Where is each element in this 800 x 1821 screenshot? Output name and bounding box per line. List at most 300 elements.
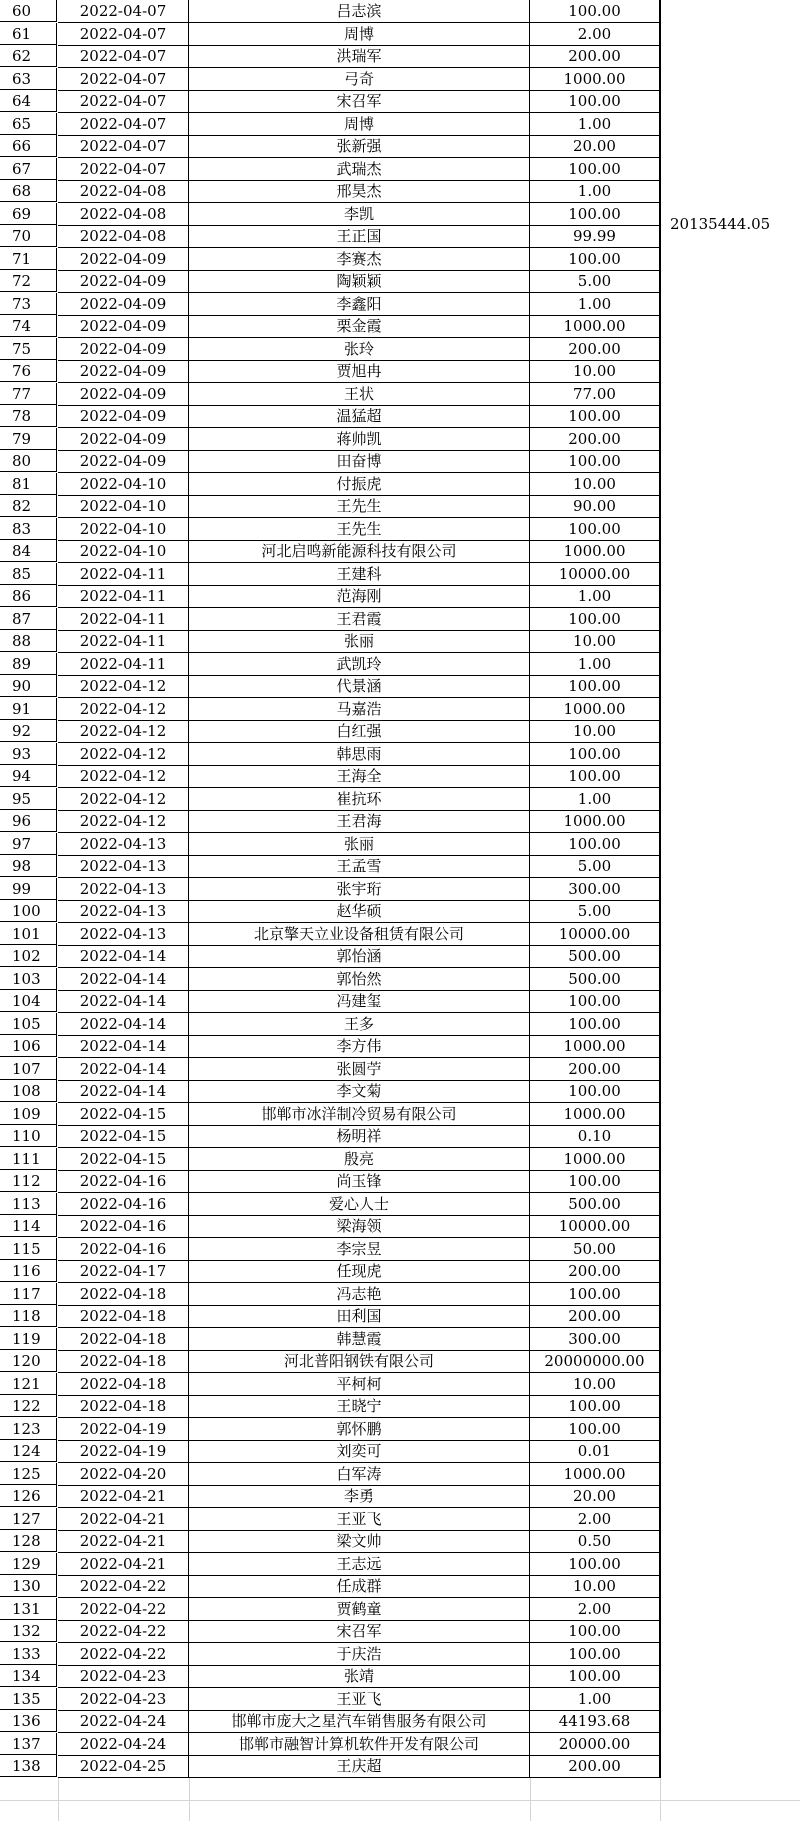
donation-amount-cell[interactable]: 100.00 (530, 203, 660, 226)
donation-amount-cell[interactable]: 0.10 (530, 1125, 660, 1148)
row-index-cell[interactable]: 78 (0, 405, 57, 427)
donation-amount-cell[interactable]: 200.00 (530, 428, 660, 451)
donation-amount-cell[interactable]: 100.00 (530, 1643, 660, 1666)
donor-name-cell[interactable]: 白红强 (189, 720, 530, 743)
row-index-cell[interactable]: 138 (0, 1755, 57, 1777)
donation-date-cell[interactable]: 2022-04-18 (58, 1373, 189, 1396)
donor-name-cell[interactable]: 田利国 (189, 1305, 530, 1328)
row-index-cell[interactable]: 67 (0, 158, 57, 180)
row-index-cell[interactable]: 85 (0, 563, 57, 585)
row-index-cell[interactable]: 83 (0, 518, 57, 540)
donation-amount-cell[interactable]: 500.00 (530, 945, 660, 968)
donor-name-cell[interactable]: 白军涛 (189, 1463, 530, 1486)
row-index-cell[interactable]: 89 (0, 653, 57, 675)
donor-name-cell[interactable]: 李文菊 (189, 1080, 530, 1103)
donation-amount-cell[interactable]: 90.00 (530, 495, 660, 518)
donor-name-cell[interactable]: 尚玉锋 (189, 1170, 530, 1193)
donor-name-cell[interactable]: 王状 (189, 383, 530, 406)
donation-date-cell[interactable]: 2022-04-09 (58, 338, 189, 361)
donor-name-cell[interactable]: 王正国 (189, 225, 530, 248)
donor-name-cell[interactable]: 王先生 (189, 495, 530, 518)
donation-date-cell[interactable]: 2022-04-07 (58, 45, 189, 68)
donation-date-cell[interactable]: 2022-04-21 (58, 1530, 189, 1553)
donor-name-cell[interactable]: 于庆浩 (189, 1643, 530, 1666)
row-index-cell[interactable]: 76 (0, 360, 57, 382)
donation-date-cell[interactable]: 2022-04-11 (58, 630, 189, 653)
donor-name-cell[interactable]: 王亚飞 (189, 1508, 530, 1531)
donation-amount-cell[interactable]: 100.00 (530, 833, 660, 856)
donation-date-cell[interactable]: 2022-04-15 (58, 1148, 189, 1171)
row-index-cell[interactable]: 74 (0, 315, 57, 337)
donor-name-cell[interactable]: 付振虎 (189, 473, 530, 496)
row-index-cell[interactable]: 84 (0, 540, 57, 562)
donation-amount-cell[interactable]: 100.00 (530, 990, 660, 1013)
donor-name-cell[interactable]: 冯建玺 (189, 990, 530, 1013)
donation-amount-cell[interactable]: 100.00 (530, 0, 660, 23)
donor-name-cell[interactable]: 栗金霞 (189, 315, 530, 338)
donation-date-cell[interactable]: 2022-04-11 (58, 653, 189, 676)
donor-name-cell[interactable]: 武凯玲 (189, 653, 530, 676)
donation-date-cell[interactable]: 2022-04-18 (58, 1350, 189, 1373)
donation-amount-cell[interactable]: 100.00 (530, 743, 660, 766)
donor-name-cell[interactable]: 河北普阳钢铁有限公司 (189, 1350, 530, 1373)
donation-amount-cell[interactable]: 100.00 (530, 518, 660, 541)
donation-date-cell[interactable]: 2022-04-07 (58, 23, 189, 46)
row-index-cell[interactable]: 133 (0, 1643, 57, 1665)
donor-name-cell[interactable]: 刘奕可 (189, 1440, 530, 1463)
donation-date-cell[interactable]: 2022-04-21 (58, 1508, 189, 1531)
donation-amount-cell[interactable]: 1000.00 (530, 1148, 660, 1171)
donor-name-cell[interactable]: 洪瑞军 (189, 45, 530, 68)
donation-amount-cell[interactable]: 100.00 (530, 1620, 660, 1643)
donation-amount-cell[interactable]: 200.00 (530, 1058, 660, 1081)
row-index-cell[interactable]: 127 (0, 1508, 57, 1530)
donor-name-cell[interactable]: 平柯柯 (189, 1373, 530, 1396)
donation-date-cell[interactable]: 2022-04-14 (58, 1080, 189, 1103)
donation-date-cell[interactable]: 2022-04-16 (58, 1215, 189, 1238)
donor-name-cell[interactable]: 王亚飞 (189, 1688, 530, 1711)
donation-amount-cell[interactable]: 200.00 (530, 1755, 660, 1778)
row-index-cell[interactable]: 82 (0, 495, 57, 517)
donor-name-cell[interactable]: 李方伟 (189, 1035, 530, 1058)
donation-date-cell[interactable]: 2022-04-13 (58, 855, 189, 878)
donation-date-cell[interactable]: 2022-04-12 (58, 810, 189, 833)
donation-amount-cell[interactable]: 100.00 (530, 1013, 660, 1036)
donor-name-cell[interactable]: 吕志滨 (189, 0, 530, 23)
row-index-cell[interactable]: 106 (0, 1035, 57, 1057)
donation-date-cell[interactable]: 2022-04-14 (58, 945, 189, 968)
donor-name-cell[interactable]: 河北启鸣新能源科技有限公司 (189, 540, 530, 563)
row-index-cell[interactable]: 100 (0, 900, 57, 922)
row-index-cell[interactable]: 64 (0, 90, 57, 112)
row-index-cell[interactable]: 128 (0, 1530, 57, 1552)
donation-date-cell[interactable]: 2022-04-16 (58, 1238, 189, 1261)
donation-amount-cell[interactable]: 1.00 (530, 585, 660, 608)
donor-name-cell[interactable]: 邯郸市融智计算机软件开发有限公司 (189, 1733, 530, 1756)
donation-amount-cell[interactable]: 2.00 (530, 23, 660, 46)
row-index-cell[interactable]: 65 (0, 113, 57, 135)
donation-date-cell[interactable]: 2022-04-09 (58, 360, 189, 383)
donation-amount-cell[interactable]: 300.00 (530, 1328, 660, 1351)
donor-name-cell[interactable]: 郭怡然 (189, 968, 530, 991)
row-index-cell[interactable]: 70 (0, 225, 57, 247)
row-index-cell[interactable]: 87 (0, 608, 57, 630)
donation-amount-cell[interactable]: 10.00 (530, 630, 660, 653)
donation-amount-cell[interactable]: 5.00 (530, 855, 660, 878)
donor-name-cell[interactable]: 陶颖颖 (189, 270, 530, 293)
row-index-cell[interactable]: 72 (0, 270, 57, 292)
row-index-cell[interactable]: 71 (0, 248, 57, 270)
row-index-cell[interactable]: 92 (0, 720, 57, 742)
donor-name-cell[interactable]: 韩慧霞 (189, 1328, 530, 1351)
donation-amount-cell[interactable]: 200.00 (530, 45, 660, 68)
donation-amount-cell[interactable]: 1000.00 (530, 68, 660, 91)
donation-date-cell[interactable]: 2022-04-15 (58, 1125, 189, 1148)
row-index-cell[interactable]: 110 (0, 1125, 57, 1147)
donation-amount-cell[interactable]: 50.00 (530, 1238, 660, 1261)
donation-date-cell[interactable]: 2022-04-10 (58, 473, 189, 496)
donation-amount-cell[interactable]: 10.00 (530, 473, 660, 496)
donation-amount-cell[interactable]: 20000000.00 (530, 1350, 660, 1373)
donation-amount-cell[interactable]: 100.00 (530, 158, 660, 181)
donor-name-cell[interactable]: 王君霞 (189, 608, 530, 631)
donation-amount-cell[interactable]: 100.00 (530, 450, 660, 473)
row-index-cell[interactable]: 79 (0, 428, 57, 450)
row-index-cell[interactable]: 68 (0, 180, 57, 202)
donation-amount-cell[interactable]: 20.00 (530, 1485, 660, 1508)
donor-name-cell[interactable]: 王先生 (189, 518, 530, 541)
donor-name-cell[interactable]: 范海刚 (189, 585, 530, 608)
donation-amount-cell[interactable]: 10.00 (530, 360, 660, 383)
donor-name-cell[interactable]: 张玲 (189, 338, 530, 361)
donation-amount-cell[interactable]: 1.00 (530, 1688, 660, 1711)
donor-name-cell[interactable]: 武瑞杰 (189, 158, 530, 181)
row-index-cell[interactable]: 109 (0, 1103, 57, 1125)
row-index-cell[interactable]: 114 (0, 1215, 57, 1237)
row-index-cell[interactable]: 108 (0, 1080, 57, 1102)
donation-date-cell[interactable]: 2022-04-09 (58, 248, 189, 271)
donation-amount-cell[interactable]: 1000.00 (530, 810, 660, 833)
donation-date-cell[interactable]: 2022-04-21 (58, 1553, 189, 1576)
donor-name-cell[interactable]: 殷亮 (189, 1148, 530, 1171)
donation-amount-cell[interactable]: 5.00 (530, 270, 660, 293)
donor-name-cell[interactable]: 邯郸市庞大之星汽车销售服务有限公司 (189, 1710, 530, 1733)
row-index-cell[interactable]: 117 (0, 1283, 57, 1305)
donation-amount-cell[interactable]: 500.00 (530, 968, 660, 991)
row-index-cell[interactable]: 90 (0, 675, 57, 697)
donation-date-cell[interactable]: 2022-04-12 (58, 788, 189, 811)
donor-name-cell[interactable]: 邯郸市冰洋制冷贸易有限公司 (189, 1103, 530, 1126)
donation-date-cell[interactable]: 2022-04-13 (58, 833, 189, 856)
donation-date-cell[interactable]: 2022-04-12 (58, 698, 189, 721)
row-index-cell[interactable]: 81 (0, 473, 57, 495)
donation-amount-cell[interactable]: 10000.00 (530, 923, 660, 946)
donation-amount-cell[interactable]: 100.00 (530, 248, 660, 271)
donor-name-cell[interactable]: 郭怀鹏 (189, 1418, 530, 1441)
row-index-cell[interactable]: 126 (0, 1485, 57, 1507)
donation-amount-cell[interactable]: 100.00 (530, 1553, 660, 1576)
donation-amount-cell[interactable]: 500.00 (530, 1193, 660, 1216)
row-index-cell[interactable]: 63 (0, 68, 57, 90)
donation-amount-cell[interactable]: 100.00 (530, 1395, 660, 1418)
donation-amount-cell[interactable]: 10000.00 (530, 563, 660, 586)
donation-date-cell[interactable]: 2022-04-14 (58, 968, 189, 991)
donation-amount-cell[interactable]: 1000.00 (530, 1035, 660, 1058)
row-index-cell[interactable]: 86 (0, 585, 57, 607)
donation-amount-cell[interactable]: 200.00 (530, 1305, 660, 1328)
donation-date-cell[interactable]: 2022-04-11 (58, 563, 189, 586)
donation-date-cell[interactable]: 2022-04-22 (58, 1620, 189, 1643)
donation-date-cell[interactable]: 2022-04-08 (58, 225, 189, 248)
donation-date-cell[interactable]: 2022-04-13 (58, 878, 189, 901)
row-index-cell[interactable]: 75 (0, 338, 57, 360)
donation-date-cell[interactable]: 2022-04-12 (58, 743, 189, 766)
donation-amount-cell[interactable]: 1000.00 (530, 698, 660, 721)
donation-date-cell[interactable]: 2022-04-19 (58, 1418, 189, 1441)
donation-amount-cell[interactable]: 100.00 (530, 765, 660, 788)
row-index-cell[interactable]: 120 (0, 1350, 57, 1372)
donation-amount-cell[interactable]: 1.00 (530, 293, 660, 316)
donation-date-cell[interactable]: 2022-04-10 (58, 540, 189, 563)
donor-name-cell[interactable]: 王君海 (189, 810, 530, 833)
donor-name-cell[interactable]: 代景涵 (189, 675, 530, 698)
donation-amount-cell[interactable]: 200.00 (530, 338, 660, 361)
donor-name-cell[interactable]: 韩思雨 (189, 743, 530, 766)
donation-date-cell[interactable]: 2022-04-08 (58, 180, 189, 203)
donation-amount-cell[interactable]: 1.00 (530, 113, 660, 136)
row-index-cell[interactable]: 61 (0, 23, 57, 45)
donor-name-cell[interactable]: 王庆超 (189, 1755, 530, 1778)
donor-name-cell[interactable]: 蒋帅凯 (189, 428, 530, 451)
donation-amount-cell[interactable]: 100.00 (530, 1080, 660, 1103)
donation-date-cell[interactable]: 2022-04-25 (58, 1755, 189, 1778)
donation-date-cell[interactable]: 2022-04-09 (58, 428, 189, 451)
row-index-cell[interactable]: 102 (0, 945, 57, 967)
donation-date-cell[interactable]: 2022-04-07 (58, 90, 189, 113)
donation-amount-cell[interactable]: 10000.00 (530, 1215, 660, 1238)
row-index-cell[interactable]: 130 (0, 1575, 57, 1597)
donation-date-cell[interactable]: 2022-04-18 (58, 1283, 189, 1306)
donation-amount-cell[interactable]: 10.00 (530, 720, 660, 743)
donor-name-cell[interactable]: 张圆苧 (189, 1058, 530, 1081)
donor-name-cell[interactable]: 王海全 (189, 765, 530, 788)
donor-name-cell[interactable]: 张宇珩 (189, 878, 530, 901)
donation-date-cell[interactable]: 2022-04-18 (58, 1395, 189, 1418)
donation-amount-cell[interactable]: 1.00 (530, 788, 660, 811)
donor-name-cell[interactable]: 田奋博 (189, 450, 530, 473)
donation-amount-cell[interactable]: 100.00 (530, 1665, 660, 1688)
row-index-cell[interactable]: 95 (0, 788, 57, 810)
row-index-cell[interactable]: 60 (0, 0, 57, 22)
donor-name-cell[interactable]: 崔抗环 (189, 788, 530, 811)
donor-name-cell[interactable]: 马嘉浩 (189, 698, 530, 721)
donation-date-cell[interactable]: 2022-04-22 (58, 1598, 189, 1621)
donation-amount-cell[interactable]: 200.00 (530, 1260, 660, 1283)
row-index-cell[interactable]: 129 (0, 1553, 57, 1575)
row-index-cell[interactable]: 132 (0, 1620, 57, 1642)
donor-name-cell[interactable]: 贾鹤童 (189, 1598, 530, 1621)
row-index-cell[interactable]: 134 (0, 1665, 57, 1687)
row-index-cell[interactable]: 73 (0, 293, 57, 315)
total-cell[interactable] (661, 0, 800, 1776)
donation-date-cell[interactable]: 2022-04-23 (58, 1688, 189, 1711)
donation-date-cell[interactable]: 2022-04-14 (58, 990, 189, 1013)
donation-amount-cell[interactable]: 1.00 (530, 653, 660, 676)
donation-amount-cell[interactable]: 100.00 (530, 1418, 660, 1441)
row-index-cell[interactable]: 91 (0, 698, 57, 720)
row-index-cell[interactable]: 118 (0, 1305, 57, 1327)
donor-name-cell[interactable]: 王建科 (189, 563, 530, 586)
donation-amount-cell[interactable]: 99.99 (530, 225, 660, 248)
donation-date-cell[interactable]: 2022-04-18 (58, 1328, 189, 1351)
donation-amount-cell[interactable]: 1000.00 (530, 540, 660, 563)
row-index-cell[interactable]: 105 (0, 1013, 57, 1035)
donor-name-cell[interactable]: 李凯 (189, 203, 530, 226)
donor-name-cell[interactable]: 温猛超 (189, 405, 530, 428)
donor-name-cell[interactable]: 李鑫阳 (189, 293, 530, 316)
donor-name-cell[interactable]: 郭怡涵 (189, 945, 530, 968)
donor-name-cell[interactable]: 张丽 (189, 630, 530, 653)
donation-amount-cell[interactable]: 100.00 (530, 90, 660, 113)
row-index-cell[interactable]: 136 (0, 1710, 57, 1732)
donation-date-cell[interactable]: 2022-04-07 (58, 135, 189, 158)
row-index-cell[interactable]: 135 (0, 1688, 57, 1710)
donor-name-cell[interactable]: 王志远 (189, 1553, 530, 1576)
donor-name-cell[interactable]: 爱心人士 (189, 1193, 530, 1216)
donation-amount-cell[interactable]: 1000.00 (530, 1463, 660, 1486)
donation-date-cell[interactable]: 2022-04-14 (58, 1013, 189, 1036)
row-index-cell[interactable]: 116 (0, 1260, 57, 1282)
donation-amount-cell[interactable]: 10.00 (530, 1373, 660, 1396)
donation-date-cell[interactable]: 2022-04-20 (58, 1463, 189, 1486)
row-index-cell[interactable]: 112 (0, 1170, 57, 1192)
row-index-cell[interactable]: 113 (0, 1193, 57, 1215)
donation-amount-cell[interactable]: 100.00 (530, 675, 660, 698)
donor-name-cell[interactable]: 任成群 (189, 1575, 530, 1598)
donor-name-cell[interactable]: 宋召军 (189, 90, 530, 113)
donation-date-cell[interactable]: 2022-04-09 (58, 270, 189, 293)
donation-date-cell[interactable]: 2022-04-10 (58, 518, 189, 541)
donation-amount-cell[interactable]: 1000.00 (530, 315, 660, 338)
donation-amount-cell[interactable]: 100.00 (530, 1170, 660, 1193)
donation-date-cell[interactable]: 2022-04-14 (58, 1035, 189, 1058)
donation-date-cell[interactable]: 2022-04-14 (58, 1058, 189, 1081)
donation-date-cell[interactable]: 2022-04-09 (58, 293, 189, 316)
row-index-cell[interactable]: 93 (0, 743, 57, 765)
donor-name-cell[interactable]: 冯志艳 (189, 1283, 530, 1306)
donation-amount-cell[interactable]: 100.00 (530, 1283, 660, 1306)
donation-amount-cell[interactable]: 20.00 (530, 135, 660, 158)
donor-name-cell[interactable]: 张靖 (189, 1665, 530, 1688)
donor-name-cell[interactable]: 任现虎 (189, 1260, 530, 1283)
donation-date-cell[interactable]: 2022-04-09 (58, 383, 189, 406)
donation-amount-cell[interactable]: 2.00 (530, 1508, 660, 1531)
donation-date-cell[interactable]: 2022-04-07 (58, 158, 189, 181)
donor-name-cell[interactable]: 弓奇 (189, 68, 530, 91)
donation-date-cell[interactable]: 2022-04-16 (58, 1193, 189, 1216)
donation-date-cell[interactable]: 2022-04-07 (58, 68, 189, 91)
donation-date-cell[interactable]: 2022-04-23 (58, 1665, 189, 1688)
donor-name-cell[interactable]: 杨明祥 (189, 1125, 530, 1148)
donation-date-cell[interactable]: 2022-04-12 (58, 765, 189, 788)
row-index-cell[interactable]: 99 (0, 878, 57, 900)
row-index-cell[interactable]: 121 (0, 1373, 57, 1395)
donation-date-cell[interactable]: 2022-04-17 (58, 1260, 189, 1283)
donation-date-cell[interactable]: 2022-04-21 (58, 1485, 189, 1508)
donation-date-cell[interactable]: 2022-04-07 (58, 0, 189, 23)
row-index-cell[interactable]: 98 (0, 855, 57, 877)
donation-date-cell[interactable]: 2022-04-24 (58, 1733, 189, 1756)
donation-amount-cell[interactable]: 20000.00 (530, 1733, 660, 1756)
donation-amount-cell[interactable]: 100.00 (530, 405, 660, 428)
row-index-cell[interactable]: 80 (0, 450, 57, 472)
row-index-cell[interactable]: 103 (0, 968, 57, 990)
donor-name-cell[interactable]: 宋召军 (189, 1620, 530, 1643)
donation-date-cell[interactable]: 2022-04-09 (58, 405, 189, 428)
donor-name-cell[interactable]: 王孟雪 (189, 855, 530, 878)
donation-date-cell[interactable]: 2022-04-12 (58, 720, 189, 743)
donation-amount-cell[interactable]: 5.00 (530, 900, 660, 923)
donor-name-cell[interactable]: 周博 (189, 113, 530, 136)
row-index-cell[interactable]: 115 (0, 1238, 57, 1260)
donor-name-cell[interactable]: 周博 (189, 23, 530, 46)
donation-date-cell[interactable]: 2022-04-11 (58, 608, 189, 631)
donation-amount-cell[interactable]: 0.50 (530, 1530, 660, 1553)
donation-date-cell[interactable]: 2022-04-18 (58, 1305, 189, 1328)
row-index-cell[interactable]: 119 (0, 1328, 57, 1350)
donor-name-cell[interactable]: 李勇 (189, 1485, 530, 1508)
row-index-cell[interactable]: 137 (0, 1733, 57, 1755)
row-index-cell[interactable]: 66 (0, 135, 57, 157)
donor-name-cell[interactable]: 北京擎天立业设备租赁有限公司 (189, 923, 530, 946)
donation-amount-cell[interactable]: 1.00 (530, 180, 660, 203)
donor-name-cell[interactable]: 李赛杰 (189, 248, 530, 271)
donor-name-cell[interactable]: 邢昊杰 (189, 180, 530, 203)
donation-date-cell[interactable]: 2022-04-19 (58, 1440, 189, 1463)
row-index-cell[interactable]: 101 (0, 923, 57, 945)
donation-amount-cell[interactable]: 10.00 (530, 1575, 660, 1598)
donor-name-cell[interactable]: 王晓宁 (189, 1395, 530, 1418)
row-index-cell[interactable]: 97 (0, 833, 57, 855)
donor-name-cell[interactable]: 赵华硕 (189, 900, 530, 923)
donation-date-cell[interactable]: 2022-04-13 (58, 923, 189, 946)
donation-amount-cell[interactable]: 1000.00 (530, 1103, 660, 1126)
row-index-cell[interactable]: 77 (0, 383, 57, 405)
donation-amount-cell[interactable]: 77.00 (530, 383, 660, 406)
row-index-cell[interactable]: 69 (0, 203, 57, 225)
donation-date-cell[interactable]: 2022-04-22 (58, 1575, 189, 1598)
donation-date-cell[interactable]: 2022-04-13 (58, 900, 189, 923)
donation-amount-cell[interactable]: 44193.68 (530, 1710, 660, 1733)
donation-amount-cell[interactable]: 300.00 (530, 878, 660, 901)
donor-name-cell[interactable]: 张新强 (189, 135, 530, 158)
donation-date-cell[interactable]: 2022-04-16 (58, 1170, 189, 1193)
donation-date-cell[interactable]: 2022-04-12 (58, 675, 189, 698)
row-index-cell[interactable]: 62 (0, 45, 57, 67)
row-index-cell[interactable]: 96 (0, 810, 57, 832)
donation-date-cell[interactable]: 2022-04-24 (58, 1710, 189, 1733)
row-index-cell[interactable]: 122 (0, 1395, 57, 1417)
donor-name-cell[interactable]: 梁文帅 (189, 1530, 530, 1553)
donation-date-cell[interactable]: 2022-04-11 (58, 585, 189, 608)
row-index-cell[interactable]: 125 (0, 1463, 57, 1485)
donor-name-cell[interactable]: 王多 (189, 1013, 530, 1036)
row-index-cell[interactable]: 88 (0, 630, 57, 652)
donation-date-cell[interactable]: 2022-04-15 (58, 1103, 189, 1126)
donation-amount-cell[interactable]: 100.00 (530, 608, 660, 631)
row-index-cell[interactable]: 131 (0, 1598, 57, 1620)
donation-date-cell[interactable]: 2022-04-07 (58, 113, 189, 136)
